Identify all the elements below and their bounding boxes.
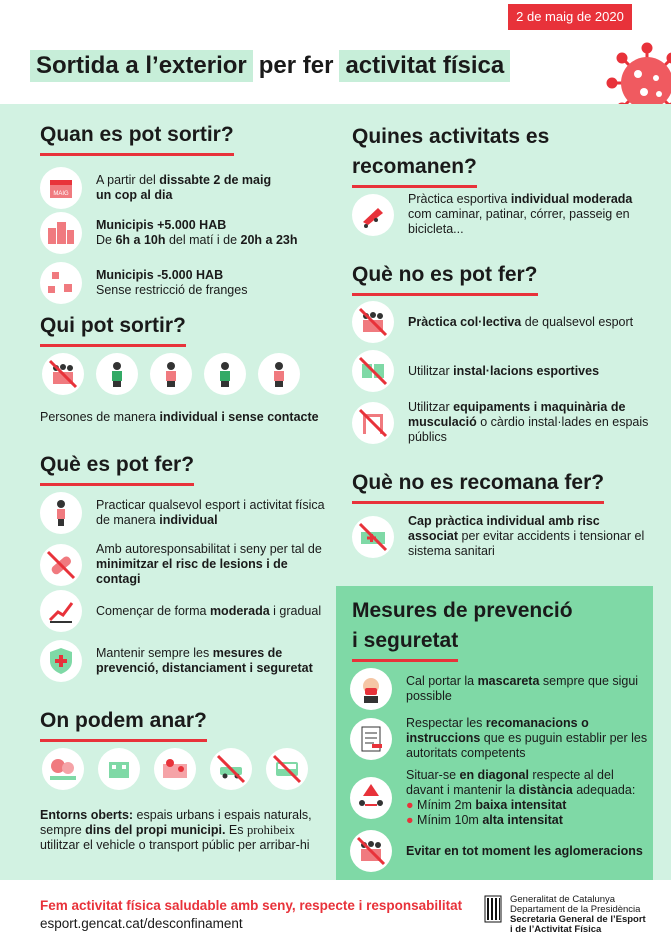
when-item: [40, 212, 330, 254]
houses-icon: [40, 262, 82, 304]
can-item: [40, 640, 330, 682]
can-section: [40, 450, 194, 486]
shield-icon: [40, 640, 82, 682]
city-icon: [98, 748, 140, 790]
prev-item-text: Cal portar la mascareta sempre que sigui possible: [406, 674, 639, 703]
document-icon: [350, 718, 392, 760]
cannot-item-text: Pràctica col·lectiva de qualsevol esport: [408, 314, 634, 329]
prev-item: [350, 768, 650, 828]
bandage-icon: [40, 544, 82, 586]
person-icon: [204, 353, 246, 395]
can-item-text: Practicar qualsevol esport i activitat física de manera individual: [96, 498, 325, 527]
who-text: Persones de manera individual i sense contacte: [40, 410, 319, 424]
where-section: [40, 706, 207, 742]
where-icons: [42, 748, 308, 790]
court-crossed-icon: [352, 350, 394, 392]
can-item: [40, 590, 330, 632]
crowd-crossed-icon: [350, 830, 392, 872]
when-item: [40, 167, 330, 209]
footer-url[interactable]: esport.gencat.cat/desconfinament: [40, 916, 243, 931]
mask-icon: [350, 668, 392, 710]
cannot-item: [352, 350, 652, 392]
prev-item: [350, 668, 650, 710]
page-title: [30, 50, 510, 82]
footer-slogan: Fem activitat física saludable amb seny, respecte i responsabilitat: [40, 898, 463, 913]
group-crossed-icon: [352, 301, 394, 343]
chart-up-icon: [40, 590, 82, 632]
when-item-text: Municipis -5.000 HAB Sense restricció de franges: [96, 268, 248, 297]
recommended-text: Pràctica esportiva individual moderada com caminar, patinar, córrer, passeig en bicicleta...: [408, 192, 633, 236]
prev-item-text: Respectar les recomanacions o instruccions que es puguin establir per les autoritats competents: [406, 716, 648, 760]
calendar-icon: [40, 167, 82, 209]
person-icon: [258, 353, 300, 395]
cannot-item: [352, 400, 652, 445]
recommended-heading-2: recomanen?: [352, 152, 477, 188]
skater-icon: [352, 194, 394, 236]
cannot-item: [352, 301, 652, 343]
recommended-section: [352, 122, 612, 188]
who-section: [40, 311, 186, 347]
cannot-item-text: Utilitzar instal·lacions esportives: [408, 363, 600, 378]
where-heading: On podem anar?: [40, 706, 207, 742]
can-heading: Què es pot fer?: [40, 450, 194, 486]
who-icons: [42, 353, 300, 395]
title-part-1: Sortida a l’exterior: [30, 50, 253, 82]
can-item-text: Mantenir sempre les mesures de prevenció, distanciament i seguretat: [96, 646, 313, 675]
prev-item: [350, 716, 650, 761]
prev-section: [352, 596, 642, 662]
person-icon: [150, 353, 192, 395]
notrec-section: [352, 468, 604, 504]
gym-crossed-icon: [352, 402, 394, 444]
generalitat-logo: [484, 895, 646, 935]
when-heading: Quan es pot sortir?: [40, 120, 234, 156]
recommended-item: [352, 192, 642, 237]
prev-item-text: Situar-se en diagonal respecte al del davant i mantenir la distància adequada: ● Mínim 2m baixa intensitat ● Mínim 10m alta intensitat: [406, 768, 650, 828]
who-heading: Qui pot sortir?: [40, 311, 186, 347]
prev-heading-1: Mesures de prevenció: [352, 599, 573, 622]
runner-icon: [40, 492, 82, 534]
can-item-text: Començar de forma moderada i gradual: [96, 603, 322, 618]
notrec-item: [352, 514, 652, 559]
prev-item-text: Evitar en tot moment les aglomeracions: [406, 843, 643, 858]
notrec-text: Cap pràctica individual amb risc associat per evitar accidents i tensionar el sistema sanitari: [408, 514, 645, 558]
generalitat-emblem-icon: [484, 895, 502, 923]
notrec-heading: Què no es recomana fer?: [352, 468, 604, 504]
where-text: Entorns oberts: espais urbans i espais naturals, sempre dins del propi municipi. Es prohibeix utilitzar el vehicle o transport públic per arribar-hi: [40, 808, 312, 852]
person-icon: [96, 353, 138, 395]
map-pin-icon: [154, 748, 196, 790]
org-lines: Generalitat de Catalunya Departament de la Presidència Secretaria General de l’Esport i de l’Activitat Física: [510, 894, 646, 935]
can-item: [40, 492, 330, 534]
when-item-text: Municipis +5.000 HAB De 6h a 10h del matí i de 20h a 23h: [96, 218, 298, 247]
distance-icon: [350, 777, 392, 819]
bus-crossed-icon: [266, 748, 308, 790]
cannot-section: [352, 260, 538, 296]
can-item-text: Amb autoresponsabilitat i seny per tal de minimitzar el risc de lesions i de contagi: [96, 542, 322, 586]
car-crossed-icon: [210, 748, 252, 790]
title-part-3: activitat física: [339, 50, 510, 82]
nature-icon: [42, 748, 84, 790]
cannot-item-text: Utilitzar equipaments i maquinària de musculació o càrdio instal·lades en espais públics: [408, 400, 649, 444]
when-item-text: A partir del dissabte 2 de maig un cop al dia: [96, 173, 272, 202]
can-item: [40, 542, 330, 587]
ambulance-crossed-icon: [352, 516, 394, 558]
date-badge: 2 de maig de 2020: [508, 4, 632, 30]
prev-item: [350, 830, 650, 872]
bullet: ● Mínim 2m baixa intensitat: [406, 798, 567, 812]
cannot-heading: Què no es pot fer?: [352, 260, 538, 296]
buildings-icon: [40, 212, 82, 254]
svg-text:MAIG: MAIG: [53, 191, 69, 197]
title-part-2: per fer: [258, 52, 334, 79]
prev-heading-2: i seguretat: [352, 626, 458, 662]
when-item: [40, 262, 330, 304]
recommended-heading-1: Quines activitats es: [352, 125, 550, 148]
bullet: ● Mínim 10m alta intensitat: [406, 813, 563, 827]
group-crossed-icon: [42, 353, 84, 395]
when-section: [40, 120, 234, 156]
